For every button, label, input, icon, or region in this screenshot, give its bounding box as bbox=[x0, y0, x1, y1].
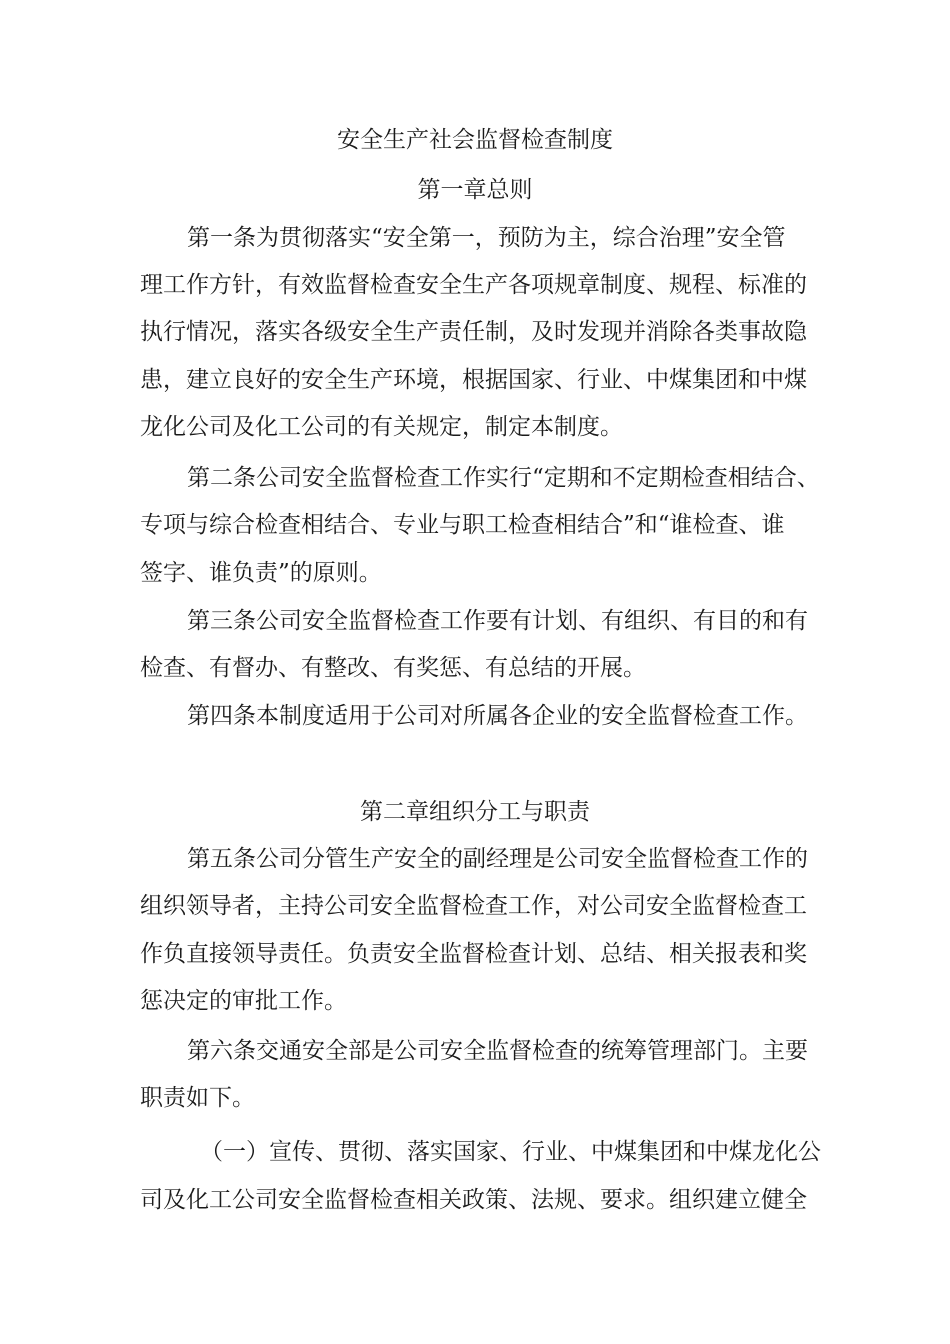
paragraph-line: 惩决定的审批工作。 bbox=[140, 988, 347, 1014]
paragraph-line: 第六条交通安全部是公司安全监督检查的统筹管理部门。主要 bbox=[187, 1038, 808, 1064]
paragraph-line: 第三条公司安全监督检查工作要有计划、有组织、有目的和有 bbox=[187, 608, 808, 634]
paragraph-line: 专项与综合检查相结合、专业与职工检查相结合”和“谁检查、谁 bbox=[140, 512, 785, 538]
paragraph-line: 执行情况，落实各级安全生产责任制，及时发现并消除各类事故隐 bbox=[140, 319, 807, 345]
chapter-heading: 第一章总则 bbox=[417, 177, 533, 203]
paragraph-line: 司及化工公司安全监督检查相关政策、法规、要求。组织建立健全 bbox=[140, 1187, 807, 1213]
paragraph-line: 签字、谁负责”的原则。 bbox=[140, 560, 382, 586]
paragraph-line: 第一条为贯彻落实“安全第一，预防为主，综合治理”安全管 bbox=[187, 225, 786, 251]
paragraph-line: 作负直接领导责任。负责安全监督检查计划、总结、相关报表和奖 bbox=[140, 941, 807, 967]
paragraph-line: 龙化公司及化工公司的有关规定，制定本制度。 bbox=[140, 414, 623, 440]
paragraph-line: （一）宣传、贯彻、落实国家、行业、中煤集团和中煤龙化公 bbox=[200, 1139, 821, 1165]
paragraph-line: 检查、有督办、有整改、有奖惩、有总结的开展。 bbox=[140, 655, 646, 681]
paragraph-line: 组织领导者，主持公司安全监督检查工作，对公司安全监督检查工 bbox=[140, 893, 807, 919]
document-title: 安全生产社会监督检查制度 bbox=[337, 127, 613, 153]
paragraph-line: 职责如下。 bbox=[140, 1085, 255, 1111]
paragraph-line: 第二条公司安全监督检查工作实行“定期和不定期检查相结合、 bbox=[187, 465, 820, 491]
chapter-heading: 第二章组织分工与职责 bbox=[360, 799, 590, 825]
paragraph-line: 患，建立良好的安全生产环境，根据国家、行业、中煤集团和中煤 bbox=[140, 367, 807, 393]
paragraph-line: 理工作方针，有效监督检查安全生产各项规章制度、规程、标准的 bbox=[140, 272, 807, 298]
paragraph-line: 第五条公司分管生产安全的副经理是公司安全监督检查工作的 bbox=[187, 846, 808, 872]
paragraph-line: 第四条本制度适用于公司对所属各企业的安全监督检查工作。 bbox=[187, 703, 808, 729]
